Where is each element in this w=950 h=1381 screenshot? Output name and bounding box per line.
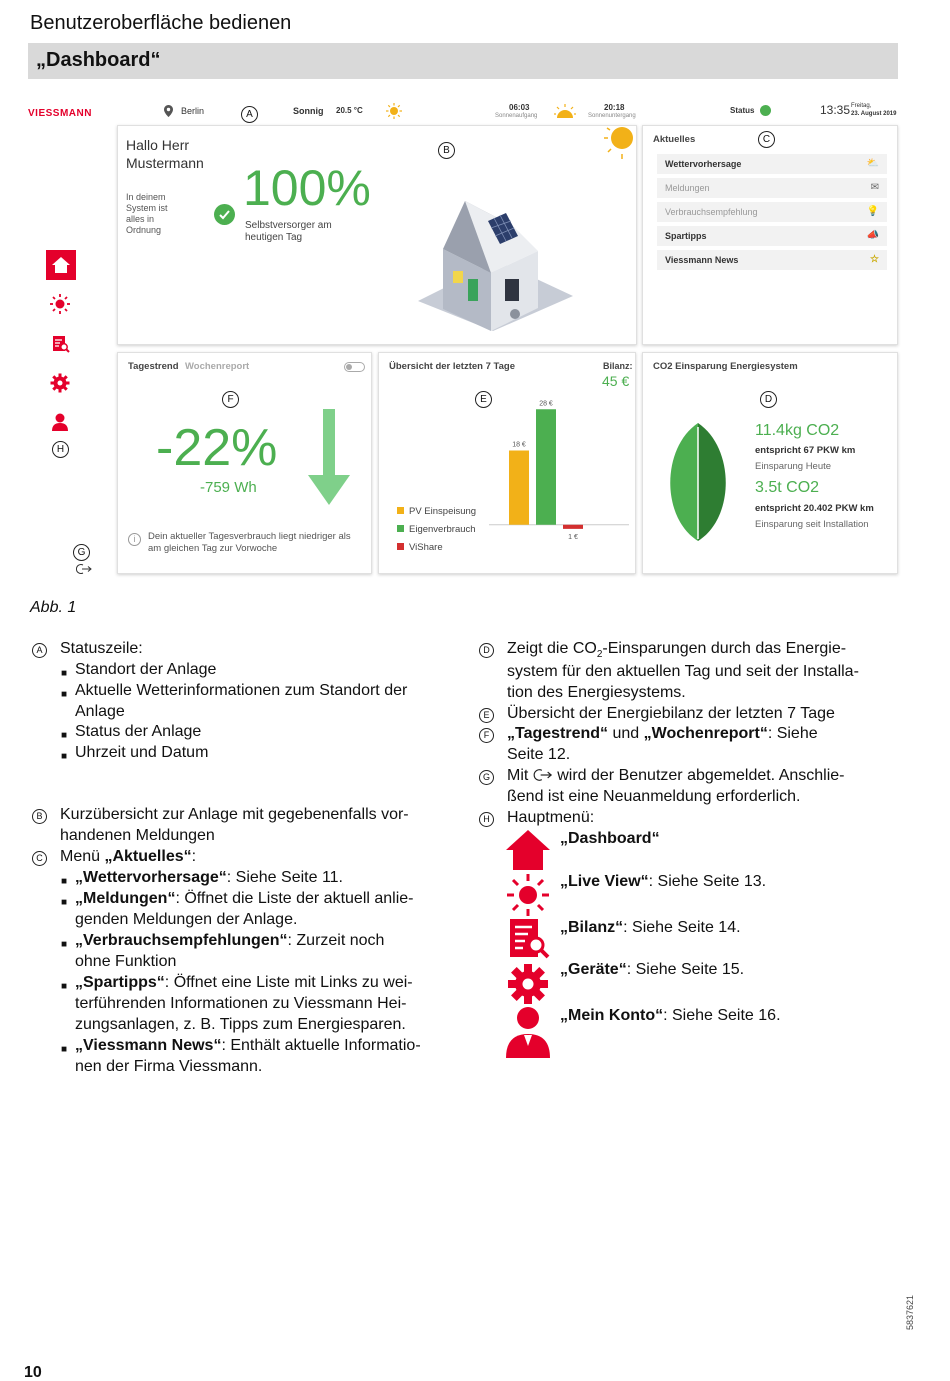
legend-f-line: „Tagestrend“ und „Wochenreport“: Siehe — [507, 725, 818, 742]
legend-a-item: Uhrzeit und Datum — [75, 744, 209, 761]
page-number: 10 — [24, 1364, 42, 1381]
legend-label: ViShare — [409, 542, 443, 553]
bilanz-value: 45 € — [602, 373, 630, 389]
temperature-text: 20.5 °C — [336, 106, 363, 115]
co2-title: CO2 Einsparung Energiesystem — [653, 361, 798, 372]
legend-c-item: „Viessmann News“: Enthält aktuelle Informatio- — [75, 1037, 421, 1054]
info-icon: i — [128, 533, 141, 546]
bilanz-label: Bilanz: — [603, 361, 633, 371]
viessmann-logo: VIESSMANN — [28, 108, 92, 119]
chart-value-label: 1 € — [568, 533, 578, 541]
marker-h: H — [52, 441, 69, 458]
weekday-text: Freitag, — [851, 103, 872, 109]
bullet: ■ — [61, 897, 68, 908]
legend-h-title: Hauptmenü: — [507, 809, 595, 826]
bullet: ■ — [61, 876, 68, 887]
sunrise-label: Sonnenaufgang — [495, 113, 538, 119]
menu-bilanz: „Bilanz“: Siehe Seite 14. — [560, 919, 741, 936]
legend-c-item-cont: ohne Funktion — [75, 953, 177, 970]
megaphone-icon: 📣 — [866, 230, 879, 241]
legend-g-line: ßend ist eine Neuanmeldung erforderlich. — [507, 788, 801, 805]
legend-c-item-cont: nen der Firma Viessmann. — [75, 1058, 263, 1075]
co2-total-equiv: entspricht 20.402 PKW km — [755, 503, 874, 514]
legend-marker-c: C — [32, 851, 47, 866]
greeting-text: Hallo Herr Mustermann — [126, 137, 204, 171]
self-supply-percent: 100% — [243, 160, 371, 216]
aktuelles-item-label: Spartipps — [665, 231, 707, 241]
legend-right-column — [477, 0, 917, 1100]
aktuelles-item-label: Viessmann News — [665, 255, 739, 265]
legend-b-line: handenen Meldungen — [60, 827, 215, 844]
page-title: „Dashboard“ — [36, 49, 161, 71]
chart-value-label: 18 € — [512, 441, 526, 449]
trend-wh: -759 Wh — [200, 479, 257, 496]
date-text: 23. August 2019 — [851, 111, 897, 117]
location-text: Berlin — [181, 106, 205, 116]
legend-marker-f: F — [479, 728, 494, 743]
document-id: 5837621 — [905, 1294, 915, 1330]
star-icon: ☆ — [870, 254, 879, 265]
marker-a: A — [241, 106, 258, 123]
weather-text: Sonnig — [293, 106, 324, 116]
legend-c-item-cont: zungsanlagen, z. B. Tipps zum Energiesparen. — [75, 1016, 406, 1033]
co2-today-label: Einsparung Heute — [755, 461, 832, 472]
chart-value-label: 28 € — [539, 400, 553, 408]
legend-marker-a: A — [32, 643, 47, 658]
co2-today-equiv: entspricht 67 PKW km — [755, 445, 856, 456]
co2-total-label: Einsparung seit Installation — [755, 519, 869, 530]
legend-marker-g: G — [479, 770, 494, 785]
home-icon — [506, 828, 550, 870]
legend-c-title: Menü „Aktuelles“: — [60, 848, 197, 865]
marker-f: F — [222, 391, 239, 408]
figure-caption: Abb. 1 — [30, 599, 77, 616]
menu-mein-konto: „Mein Konto“: Siehe Seite 16. — [560, 1007, 781, 1024]
co2-total-value: 3.5t CO2 — [755, 479, 820, 496]
legend-a-item: Standort der Anlage — [75, 661, 217, 678]
user-icon — [506, 1006, 550, 1058]
legend-c-item: „Spartipps“: Öffnet eine Liste mit Links zu wei- — [75, 974, 413, 991]
marker-g: G — [73, 544, 90, 561]
legend-d-line: system für den aktuellen Tag und seit der Installa- — [507, 663, 859, 680]
legend-c-item-cont: terführenden Informationen zu Viessmann Hei- — [75, 995, 407, 1012]
report-icon — [506, 917, 550, 961]
menu-dashboard: „Dashboard“ — [560, 830, 660, 847]
sunrise-time: 06:03 — [509, 103, 530, 112]
bullet: ■ — [61, 751, 68, 762]
sun-icon — [506, 873, 550, 917]
bullet: ■ — [61, 668, 68, 679]
legend-left-column — [30, 0, 470, 1100]
bulb-icon: 💡 — [866, 206, 879, 217]
bullet: ■ — [61, 939, 68, 950]
tab-tagestrend[interactable]: Tagestrend — [128, 361, 179, 372]
legend-a-item: Aktuelle Wetterinformationen zum Standort der — [75, 682, 408, 699]
trend-percent: -22% — [156, 419, 278, 477]
system-status-text: In deinem System ist alles in Ordnung — [126, 192, 168, 235]
trend-info-text: Dein aktueller Tagesverbrauch liegt niedriger als am gleichen Tag zur Vorwoche — [148, 531, 351, 554]
weather-icon: ⛅ — [866, 158, 879, 169]
legend-c-item-cont: genden Meldungen der Anlage. — [75, 911, 298, 928]
bullet: ■ — [61, 1044, 68, 1055]
menu-geraete: „Geräte“: Siehe Seite 15. — [560, 961, 745, 978]
legend-a-title: Statuszeile: — [60, 640, 143, 657]
legend-d-line: tion des Energiesystems. — [507, 684, 686, 701]
clock-text: 13:35 — [820, 103, 851, 117]
aktuelles-item-label: Verbrauchsempfehlung — [665, 207, 758, 217]
co2-today-value: 11.4kg CO2 — [755, 422, 840, 439]
bullet: ■ — [61, 689, 68, 700]
legend-b-line: Kurzübersicht zur Anlage mit gegebenenfalls vor- — [60, 806, 409, 823]
gear-icon — [506, 962, 550, 1006]
legend-d-line: Zeigt die $CO_2$-Einsparungen durch das Energie- — [507, 640, 847, 661]
self-supply-label: Selbstversorger am heutigen Tag — [245, 220, 332, 243]
aktuelles-item-label: Meldungen — [665, 183, 710, 193]
legend-g-line: Mit wird der Benutzer abgemeldet. Anschlie- — [507, 767, 845, 784]
legend-marker-b: B — [32, 809, 47, 824]
legend-c-item: „Wettervorhersage“: Siehe Seite 11. — [75, 869, 343, 886]
aktuelles-title: Aktuelles — [653, 134, 696, 145]
legend-label: Eigenverbrauch — [409, 524, 476, 535]
logout-icon — [533, 768, 553, 782]
legend-f-line: Seite 12. — [507, 746, 571, 763]
legend-a-item: Status der Anlage — [75, 723, 202, 740]
menu-live-view: „Live View“: Siehe Seite 13. — [560, 873, 767, 890]
legend-e-text: Übersicht der Energiebilanz der letzten 7 Tage — [507, 705, 835, 722]
marker-c: C — [758, 131, 775, 148]
legend-c-item: „Meldungen“: Öffnet die Liste der aktuell anlie- — [75, 890, 414, 907]
marker-b: B — [438, 142, 455, 159]
bullet: ■ — [61, 981, 68, 992]
legend-a-item: Anlage — [75, 703, 125, 720]
status-label: Status — [730, 106, 755, 115]
overview7-title: Übersicht der letzten 7 Tage — [389, 361, 515, 372]
marker-e: E — [475, 391, 492, 408]
legend-marker-d: D — [479, 643, 494, 658]
bullet: ■ — [61, 730, 68, 741]
sunset-label: Sonnenuntergang — [588, 113, 636, 119]
section-title: Benutzeroberfläche bedienen — [30, 12, 292, 34]
legend-label: PV Einspeisung — [409, 506, 477, 517]
legend-marker-h: H — [479, 812, 494, 827]
legend-marker-e: E — [479, 708, 494, 723]
tab-wochenreport[interactable]: Wochenreport — [185, 361, 250, 372]
mail-icon: ✉ — [870, 182, 879, 193]
legend-c-item: „Verbrauchsempfehlungen“: Zurzeit noch — [75, 932, 385, 949]
aktuelles-item-label: Wettervorhersage — [665, 159, 742, 169]
sunset-time: 20:18 — [604, 103, 625, 112]
marker-d: D — [760, 391, 777, 408]
